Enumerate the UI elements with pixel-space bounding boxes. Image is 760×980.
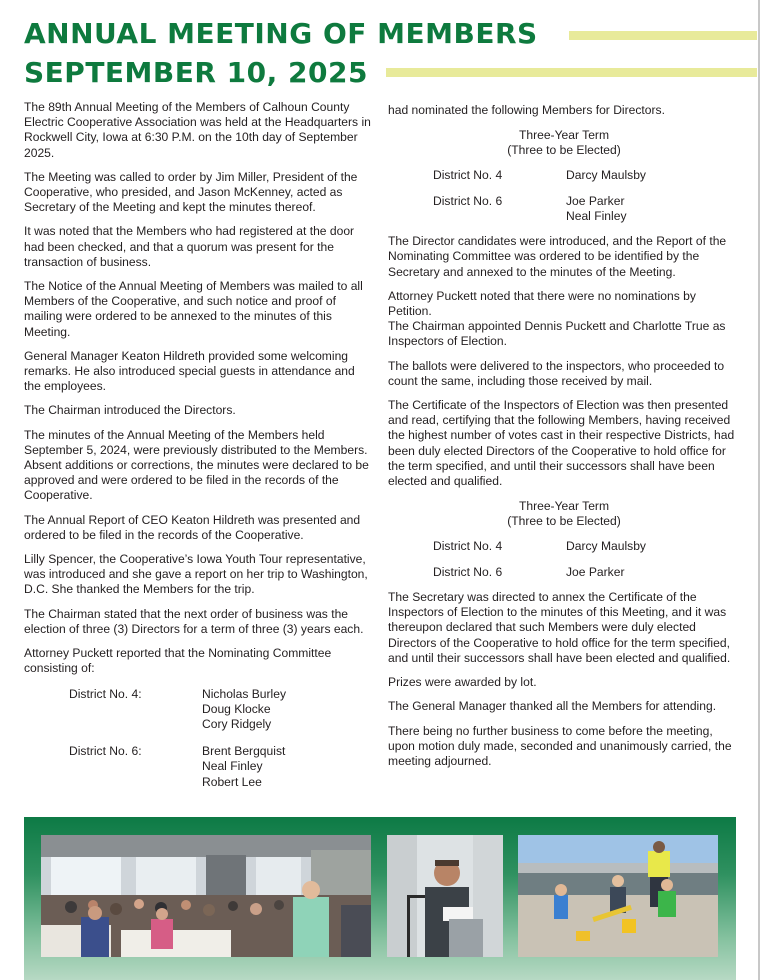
term-heading-nominated	[388, 128, 740, 158]
paragraph: The Chairman appointed Dennis Puckett and Charlotte True as Inspectors of Election.	[388, 319, 726, 349]
elected-district-4	[388, 539, 740, 554]
elected-director: Joe Parker	[566, 564, 625, 579]
nominee: Neal Finley	[566, 209, 627, 224]
term-heading-elected	[388, 499, 740, 529]
kids-outdoor-games-photo	[518, 835, 718, 957]
paragraph: The General Manager thanked all the Members for attending.	[388, 699, 717, 714]
paragraph: Prizes were awarded by lot.	[388, 675, 537, 690]
title-accent-bar-1	[569, 31, 757, 40]
photo-panel	[24, 817, 736, 980]
paragraph: The minutes of the Annual Meeting of the Members held September 5, 2024, were previously distributed to the Members. Absent additions or corrections, the minutes were declared to be approved and were ordered to be filed in the records of the Cooperative.	[24, 427, 369, 503]
paragraph: There being no further business to come before the meeting, upon motion duly made, seconded and unanimously carried, the meeting adjourned.	[388, 723, 732, 768]
page-title-line-2: SEPTEMBER 10, 2025	[24, 56, 368, 89]
committee-district-4	[24, 687, 374, 733]
district-label: District No. 4	[433, 538, 503, 553]
paragraph: The Notice of the Annual Meeting of Members was mailed to all Members of the Cooperative, and such notice and proof of mailing were ordered to be annexed to the minutes of this Meeting.	[24, 279, 363, 339]
meeting-crowd-photo	[41, 835, 371, 957]
paragraph: The Certificate of the Inspectors of Election was then presented and read, certifying that the following Members, having received the highest number of votes cast in their respective Districts, had been duly elected Directors of the Cooperative to hold office for the term specified, and until their successors shall have been elected and qualified.	[388, 398, 735, 489]
term-title: Three-Year Term	[518, 128, 610, 143]
committee-member: Nicholas Burley	[202, 686, 287, 701]
district-names	[566, 565, 624, 580]
paragraph: Lilly Spencer, the Cooperative’s Iowa Youth Tour representative, was introduced and she gave a report on her trip to Washington, D.C. She thanked the Members for the trip.	[24, 552, 368, 597]
paragraph: The Chairman introduced the Directors.	[24, 403, 236, 418]
paragraph: The 89th Annual Meeting of the Members of Calhoun County Electric Cooperative Association was held at the Headquarters in Rockwell City, Iowa at 6:30 P.M. on the 10th day of September 2025.	[24, 100, 371, 160]
committee-member: Neal Finley	[202, 759, 263, 774]
paragraph: The Annual Report of CEO Keaton Hildreth was presented and ordered to be filed in the records of the Cooperative.	[24, 512, 361, 542]
nominee: Darcy Maulsby	[566, 167, 646, 182]
term-subtitle: (Three to be Elected)	[507, 514, 621, 529]
committee-member: Brent Bergquist	[202, 744, 286, 759]
paragraph: Attorney Puckett noted that there were no nominations by Petition.	[388, 288, 696, 319]
paragraph: The ballots were delivered to the inspectors, who proceeded to count the same, including those received by mail.	[388, 358, 725, 388]
elected-district-6	[388, 565, 740, 580]
term-subtitle: (Three to be Elected)	[507, 143, 621, 158]
committee-member: Robert Lee	[202, 774, 262, 789]
committee-member: Cory Ridgely	[202, 716, 272, 731]
district-names	[202, 744, 285, 790]
district-label: District No. 4	[433, 167, 503, 182]
right-column	[388, 103, 740, 778]
paragraph: had nominated the following Members for Directors.	[388, 103, 665, 117]
district-names	[566, 194, 627, 224]
district-names	[566, 168, 646, 183]
nominee: Joe Parker	[566, 193, 625, 208]
committee-district-6	[24, 744, 374, 790]
nominee-district-6	[388, 194, 740, 224]
title-accent-bar-2	[386, 68, 757, 77]
paragraph: General Manager Keaton Hildreth provided some welcoming remarks. He also introduced special guests in attendance and the employees.	[24, 348, 355, 394]
left-column	[24, 100, 374, 799]
paragraph: The Meeting was called to order by Jim Miller, President of the Cooperative, who presided, and Jason McKenney, acted as Secretary of the Meeting and kept the minutes thereof.	[24, 169, 358, 215]
elected-director: Darcy Maulsby	[566, 538, 646, 553]
district-names	[202, 687, 286, 733]
district-label: District No. 6	[433, 564, 503, 579]
term-title: Three-Year Term	[518, 499, 610, 514]
district-label: District No. 4:	[69, 686, 142, 701]
district-label: District No. 6	[433, 193, 503, 208]
nominee-district-4	[388, 168, 740, 183]
speaker-podium-photo	[387, 835, 503, 957]
paragraph: It was noted that the Members who had registered at the door had been checked, and that a quorum was present for the transaction of business.	[24, 224, 355, 269]
paragraph: The Director candidates were introduced, and the Report of the Nominating Committee was ordered to be identified by the Secretary and annexed to the minutes of the Meeting.	[388, 234, 727, 279]
district-names	[566, 539, 646, 554]
district-label: District No. 6:	[69, 744, 142, 759]
page-title-line-1: ANNUAL MEETING OF MEMBERS	[24, 17, 538, 50]
committee-member: Doug Klocke	[202, 701, 271, 716]
paragraph: Attorney Puckett reported that the Nominating Committee consisting of:	[24, 646, 332, 676]
paragraph: The Secretary was directed to annex the Certificate of the Inspectors of Election to the minutes of this Meeting, and it was thereupon declared that such Members were duly elected Directors of the Cooperative to hold office for the term specified, and until their successors shall have been elected and qualified.	[388, 590, 731, 665]
paragraph: The Chairman stated that the next order of business was the election of three (3) Directors for a term of three (3) years each.	[24, 606, 364, 636]
